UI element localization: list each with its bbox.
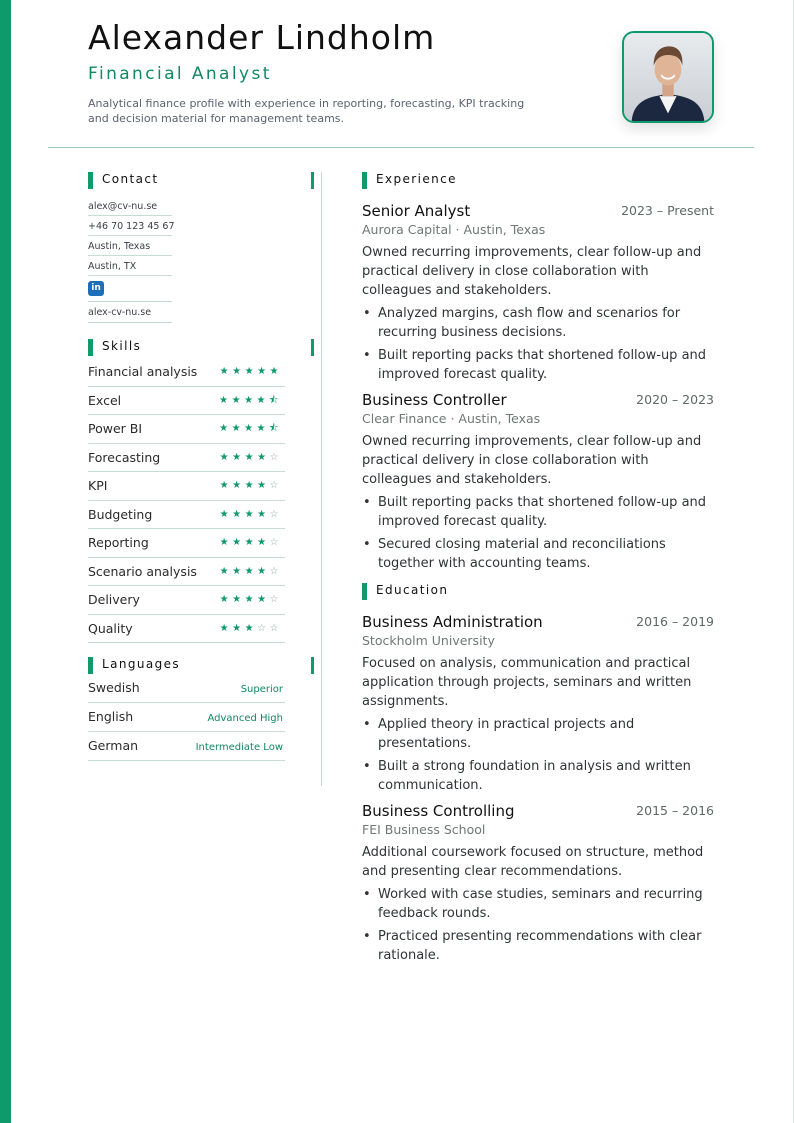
candidate-name: Alexander Lindholm (88, 18, 436, 57)
skill-name: KPI (88, 478, 108, 493)
job-achievements (362, 493, 714, 573)
achievement-item: • Analyzed margins, cash flow and scenarios for recurring business decisions. (362, 304, 714, 342)
education-heading-label: Education (376, 583, 449, 597)
skill-name: Financial analysis (88, 364, 198, 379)
language-name: Swedish (88, 680, 140, 695)
skill-row (88, 586, 285, 615)
job-employer: Clear Finance · Austin, Texas (362, 411, 541, 426)
skill-row (88, 415, 285, 444)
highlight-item: • Worked with case studies, seminars and recurring feedback rounds. (362, 885, 714, 923)
website-link[interactable]: alex-cv-nu.se (88, 302, 172, 323)
degree-description: Additional coursework focused on structure, method and presenting clear recommendations. (362, 845, 704, 879)
star-rating: ★★★★☆ (219, 537, 282, 548)
degree-dates: 2015 – 2016 (636, 803, 714, 818)
degree-dates: 2016 – 2019 (636, 614, 714, 629)
skills-section (88, 339, 285, 643)
header-divider (48, 147, 754, 148)
achievement-item: • Secured closing material and reconciliations together with accounting teams. (362, 535, 714, 573)
language-level: Advanced High (207, 713, 283, 724)
language-row (88, 732, 285, 761)
degree-highlights (362, 885, 714, 965)
experience-heading (362, 172, 714, 189)
skill-row (88, 558, 285, 587)
language-level: Superior (240, 684, 283, 695)
job-title: Business Controller (362, 391, 507, 409)
email-link[interactable]: alex@cv-nu.se (88, 196, 172, 216)
job-description: Owned recurring improvements, clear follow-up and practical delivery in close collaboration with colleagues and stakeholders. (362, 245, 702, 298)
experience-heading-label: Experience (376, 172, 457, 186)
language-row (88, 703, 285, 732)
contact-heading (88, 172, 285, 189)
column-divider (321, 172, 322, 786)
star-rating: ★★★★☆ (219, 480, 282, 491)
profile-photo (622, 31, 714, 123)
language-row (88, 674, 285, 703)
languages-heading (88, 657, 285, 674)
skill-name: Delivery (88, 592, 140, 607)
linkedin-item[interactable] (88, 276, 172, 302)
column-marker (311, 339, 314, 356)
skill-name: Power BI (88, 421, 143, 436)
contact-section (88, 172, 285, 323)
column-marker (311, 657, 314, 674)
profile-summary: Analytical finance profile with experience in reporting, forecasting, KPI tracking and decision material for management teams. (88, 97, 525, 125)
skills-heading-label: Skills (102, 339, 142, 353)
star-rating: ★★★★☆ (219, 451, 282, 463)
skills-heading (88, 339, 285, 356)
skill-name: Scenario analysis (88, 563, 197, 579)
section-marker (88, 657, 93, 674)
education-heading (362, 583, 714, 600)
accent-strip (0, 0, 11, 1123)
main-column (362, 172, 714, 969)
linkedin-icon[interactable]: in (88, 281, 104, 296)
languages-heading-label: Languages (102, 657, 181, 671)
phone-number[interactable]: +46 70 123 45 67 (88, 216, 172, 236)
star-rating: ★★★★⯪ (219, 394, 282, 406)
degree-highlights (362, 715, 714, 795)
skill-row (88, 472, 285, 501)
candidate-title: Financial Analyst (88, 64, 272, 84)
highlight-item: • Practiced presenting recommendations with clear rationale. (362, 927, 714, 965)
highlight-item: • Applied theory in practical projects and presentations. (362, 715, 714, 753)
column-marker (311, 172, 314, 189)
skill-name: Quality (88, 620, 133, 636)
language-name: English (88, 709, 134, 724)
section-marker (88, 172, 93, 189)
job-dates: 2020 – 2023 (636, 392, 714, 407)
skill-name: Budgeting (88, 506, 153, 522)
star-rating: ★★★★☆ (219, 508, 282, 520)
skill-row (88, 358, 285, 387)
achievement-item: • Built reporting packs that shortened follow-up and improved forecast quality. (362, 346, 714, 384)
degree-description: Focused on analysis, communication and practical application through projects, seminars and written assignments. (362, 656, 692, 709)
skill-row (88, 615, 285, 644)
education-entry (362, 801, 714, 965)
section-marker (88, 339, 93, 356)
star-rating: ★★★★⯪ (219, 423, 282, 434)
section-marker (362, 583, 367, 600)
location-short: Austin, TX (88, 256, 172, 276)
achievement-item: • Built reporting packs that shortened follow-up and improved forecast quality. (362, 493, 714, 531)
highlight-item: • Built a strong foundation in analysis and written communication. (362, 757, 714, 795)
resume-header (88, 18, 608, 126)
education-entry (362, 612, 714, 795)
portrait-image (624, 33, 712, 121)
degree-title: Business Controlling (362, 802, 515, 820)
degree-title: Business Administration (362, 613, 543, 631)
job-title: Senior Analyst (362, 202, 471, 220)
job-description: Owned recurring improvements, clear follow-up and practical delivery in close collaboration with colleagues and stakeholders. (362, 434, 702, 487)
job-achievements (362, 304, 714, 384)
skill-name: Reporting (88, 535, 149, 550)
school-name: Stockholm University (362, 633, 495, 648)
star-rating: ★★★★☆ (219, 594, 282, 605)
languages-section (88, 657, 285, 761)
star-rating: ★★★☆☆ (219, 622, 282, 634)
star-rating: ★★★★☆ (219, 565, 282, 577)
experience-entry (362, 201, 714, 384)
star-rating: ★★★★★ (219, 366, 282, 377)
skill-name: Forecasting (88, 449, 161, 465)
language-name: German (88, 738, 139, 753)
contact-heading-label: Contact (102, 172, 159, 186)
skill-row (88, 444, 285, 473)
skill-name: Excel (88, 392, 122, 408)
skill-row (88, 529, 285, 558)
skill-row (88, 387, 285, 416)
job-dates: 2023 – Present (621, 203, 714, 218)
section-marker (362, 172, 367, 189)
skill-row (88, 501, 285, 530)
location-city: Austin, Texas (88, 236, 172, 256)
job-employer: Aurora Capital · Austin, Texas (362, 222, 546, 237)
language-level: Intermediate Low (195, 742, 283, 753)
experience-entry (362, 390, 714, 573)
school-name: FEI Business School (362, 822, 486, 837)
